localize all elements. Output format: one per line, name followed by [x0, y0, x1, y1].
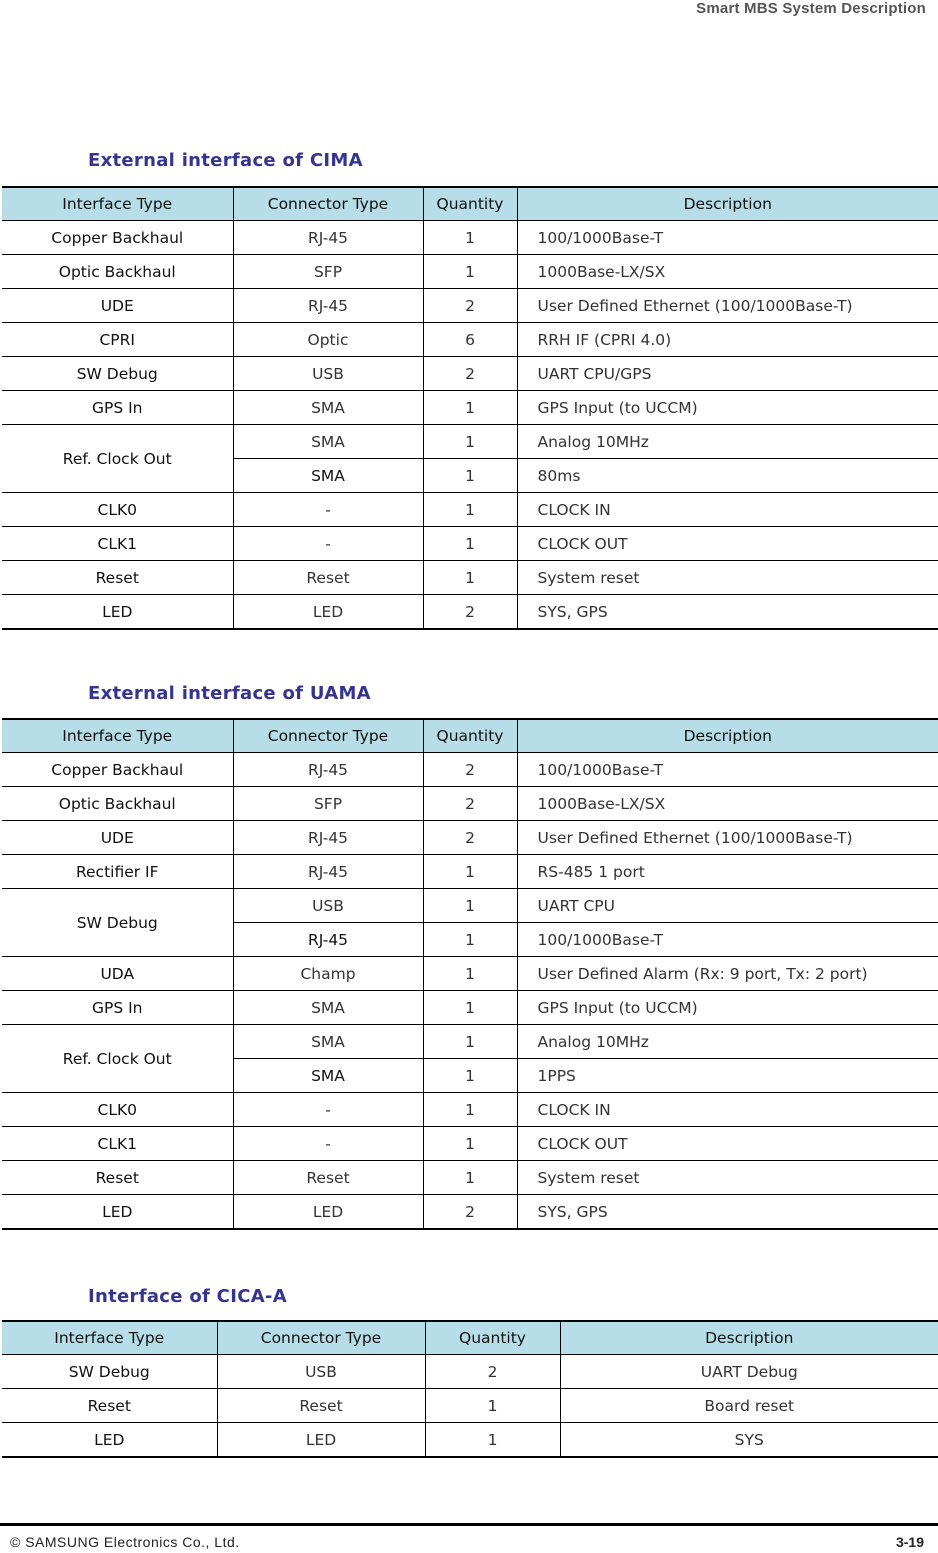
cell-description: User Defined Ethernet (100/1000Base-T)	[517, 821, 938, 855]
header-interface-type: Interface Type	[2, 719, 233, 753]
cell-connector-type: LED	[217, 1423, 425, 1458]
cell-description: Analog 10MHz	[517, 1025, 938, 1059]
cell-quantity: 1	[423, 255, 517, 289]
cell-description: 100/1000Base-T	[517, 221, 938, 255]
cell-interface-type: LED	[2, 1423, 217, 1458]
cell-description: User Defined Ethernet (100/1000Base-T)	[517, 289, 938, 323]
cell-connector-type: SMA	[233, 991, 423, 1025]
cima-table	[2, 186, 938, 630]
cell-connector-type: Reset	[233, 561, 423, 595]
cell-description: System reset	[517, 561, 938, 595]
cell-interface-type: SW Debug	[2, 357, 233, 391]
cell-interface-type: Copper Backhaul	[2, 221, 233, 255]
table-row	[2, 821, 938, 855]
cica-section-title: Interface of CICA-A	[88, 1286, 287, 1307]
header-connector-type: Connector Type	[233, 187, 423, 221]
cell-quantity: 2	[423, 357, 517, 391]
cell-connector-type: LED	[233, 595, 423, 630]
cell-quantity: 1	[423, 957, 517, 991]
cell-description: 80ms	[517, 459, 938, 493]
table-row	[2, 991, 938, 1025]
cima-section-title: External interface of CIMA	[88, 150, 363, 171]
cell-connector-type: -	[233, 527, 423, 561]
cell-connector-type: SMA	[233, 459, 423, 493]
cell-description: Analog 10MHz	[517, 425, 938, 459]
cell-interface-type: SW Debug	[2, 889, 233, 957]
header-description: Description	[517, 719, 938, 753]
cell-description: CLOCK OUT	[517, 527, 938, 561]
header-description: Description	[560, 1321, 938, 1355]
table-row	[2, 1389, 938, 1423]
cell-description: UART CPU/GPS	[517, 357, 938, 391]
cell-interface-type: Rectifier IF	[2, 855, 233, 889]
cell-description: 100/1000Base-T	[517, 753, 938, 787]
cell-quantity: 1	[423, 1093, 517, 1127]
table-row	[2, 221, 938, 255]
table-row	[2, 1127, 938, 1161]
table-row	[2, 957, 938, 991]
cell-connector-type: LED	[233, 1195, 423, 1230]
cell-connector-type: -	[233, 493, 423, 527]
cell-quantity: 1	[423, 561, 517, 595]
cell-interface-type: UDA	[2, 957, 233, 991]
cell-interface-type: Ref. Clock Out	[2, 425, 233, 493]
cell-quantity: 1	[423, 1059, 517, 1093]
table-row	[2, 1161, 938, 1195]
footer-divider	[0, 1523, 938, 1526]
cell-description: CLOCK IN	[517, 1093, 938, 1127]
cell-interface-type: Copper Backhaul	[2, 753, 233, 787]
cell-connector-type: USB	[217, 1355, 425, 1389]
cell-description: CLOCK OUT	[517, 1127, 938, 1161]
cell-description: Board reset	[560, 1389, 938, 1423]
cell-interface-type: LED	[2, 1195, 233, 1230]
uama-table	[2, 718, 938, 1230]
cell-quantity: 1	[423, 527, 517, 561]
footer-copyright: © SAMSUNG Electronics Co., Ltd.	[10, 1534, 240, 1550]
cell-quantity: 2	[423, 289, 517, 323]
table-header-row	[2, 719, 938, 753]
document-header: Smart MBS System Description	[696, 0, 926, 17]
cell-description: GPS Input (to UCCM)	[517, 391, 938, 425]
cell-quantity: 1	[423, 493, 517, 527]
cell-quantity: 1	[423, 1127, 517, 1161]
cell-interface-type: SW Debug	[2, 1355, 217, 1389]
cell-description: User Defined Alarm (Rx: 9 port, Tx: 2 port)	[517, 957, 938, 991]
table-row	[2, 561, 938, 595]
cell-quantity: 6	[423, 323, 517, 357]
cell-interface-type: CLK0	[2, 1093, 233, 1127]
table-row	[2, 889, 938, 923]
table-row	[2, 1355, 938, 1389]
cell-interface-type: Reset	[2, 561, 233, 595]
cell-connector-type: -	[233, 1093, 423, 1127]
cell-connector-type: RJ-45	[233, 923, 423, 957]
table-row	[2, 391, 938, 425]
cell-description: RRH IF (CPRI 4.0)	[517, 323, 938, 357]
table-row	[2, 753, 938, 787]
cell-interface-type: CLK1	[2, 1127, 233, 1161]
header-quantity: Quantity	[423, 187, 517, 221]
cell-quantity: 1	[423, 1025, 517, 1059]
cell-interface-type: GPS In	[2, 391, 233, 425]
cell-quantity: 1	[423, 425, 517, 459]
cell-connector-type: RJ-45	[233, 221, 423, 255]
cell-quantity: 2	[423, 753, 517, 787]
cell-connector-type: RJ-45	[233, 289, 423, 323]
cell-interface-type: UDE	[2, 821, 233, 855]
cell-description: SYS, GPS	[517, 595, 938, 630]
cell-connector-type: Reset	[233, 1161, 423, 1195]
cell-description: 1000Base-LX/SX	[517, 787, 938, 821]
header-interface-type: Interface Type	[2, 187, 233, 221]
table-row	[2, 1195, 938, 1230]
cell-description: 100/1000Base-T	[517, 923, 938, 957]
cell-interface-type: Optic Backhaul	[2, 787, 233, 821]
cell-quantity: 1	[425, 1423, 560, 1458]
cell-description: UART Debug	[560, 1355, 938, 1389]
cell-quantity: 1	[423, 991, 517, 1025]
header-description: Description	[517, 187, 938, 221]
table-row	[2, 289, 938, 323]
table-row	[2, 855, 938, 889]
cell-quantity: 1	[423, 855, 517, 889]
cell-interface-type: CLK0	[2, 493, 233, 527]
cell-quantity: 1	[423, 221, 517, 255]
table-row	[2, 787, 938, 821]
table-row	[2, 527, 938, 561]
cell-interface-type: Ref. Clock Out	[2, 1025, 233, 1093]
cell-description: SYS, GPS	[517, 1195, 938, 1230]
uama-section-title: External interface of UAMA	[88, 683, 371, 704]
cell-interface-type: CLK1	[2, 527, 233, 561]
cell-connector-type: -	[233, 1127, 423, 1161]
table-row	[2, 493, 938, 527]
cell-quantity: 1	[423, 391, 517, 425]
cell-quantity: 1	[423, 889, 517, 923]
cell-description: 1000Base-LX/SX	[517, 255, 938, 289]
table-row	[2, 1423, 938, 1458]
cell-description: SYS	[560, 1423, 938, 1458]
cell-interface-type: Reset	[2, 1389, 217, 1423]
table-row	[2, 1093, 938, 1127]
table-header-row	[2, 187, 938, 221]
cell-connector-type: SMA	[233, 425, 423, 459]
table-row	[2, 255, 938, 289]
cell-interface-type: GPS In	[2, 991, 233, 1025]
cell-connector-type: Champ	[233, 957, 423, 991]
cell-quantity: 2	[423, 787, 517, 821]
header-quantity: Quantity	[423, 719, 517, 753]
cell-connector-type: SMA	[233, 1059, 423, 1093]
cell-quantity: 1	[425, 1389, 560, 1423]
table-row	[2, 595, 938, 630]
cell-quantity: 1	[423, 1161, 517, 1195]
cell-description: RS-485 1 port	[517, 855, 938, 889]
table-row	[2, 425, 938, 459]
cell-quantity: 2	[425, 1355, 560, 1389]
cell-connector-type: RJ-45	[233, 821, 423, 855]
table-header-row	[2, 1321, 938, 1355]
cell-description: 1PPS	[517, 1059, 938, 1093]
table-row	[2, 323, 938, 357]
cell-connector-type: RJ-45	[233, 753, 423, 787]
header-interface-type: Interface Type	[2, 1321, 217, 1355]
cell-description: System reset	[517, 1161, 938, 1195]
cell-interface-type: Reset	[2, 1161, 233, 1195]
cell-connector-type: USB	[233, 889, 423, 923]
cell-connector-type: RJ-45	[233, 855, 423, 889]
header-connector-type: Connector Type	[217, 1321, 425, 1355]
cell-quantity: 2	[423, 595, 517, 630]
cell-connector-type: USB	[233, 357, 423, 391]
cell-connector-type: SFP	[233, 255, 423, 289]
page-number: 3-19	[895, 1534, 924, 1550]
cell-interface-type: UDE	[2, 289, 233, 323]
cell-connector-type: SMA	[233, 391, 423, 425]
table-row	[2, 1025, 938, 1059]
cell-interface-type: LED	[2, 595, 233, 630]
table-row	[2, 357, 938, 391]
header-quantity: Quantity	[425, 1321, 560, 1355]
cell-connector-type: Reset	[217, 1389, 425, 1423]
cell-quantity: 1	[423, 459, 517, 493]
cell-connector-type: SFP	[233, 787, 423, 821]
cell-description: CLOCK IN	[517, 493, 938, 527]
cell-connector-type: SMA	[233, 1025, 423, 1059]
cell-description: GPS Input (to UCCM)	[517, 991, 938, 1025]
cell-quantity: 2	[423, 821, 517, 855]
cica-table	[2, 1320, 938, 1458]
cell-quantity: 1	[423, 923, 517, 957]
cell-description: UART CPU	[517, 889, 938, 923]
cell-interface-type: CPRI	[2, 323, 233, 357]
cell-connector-type: Optic	[233, 323, 423, 357]
cell-interface-type: Optic Backhaul	[2, 255, 233, 289]
cell-quantity: 2	[423, 1195, 517, 1230]
header-connector-type: Connector Type	[233, 719, 423, 753]
